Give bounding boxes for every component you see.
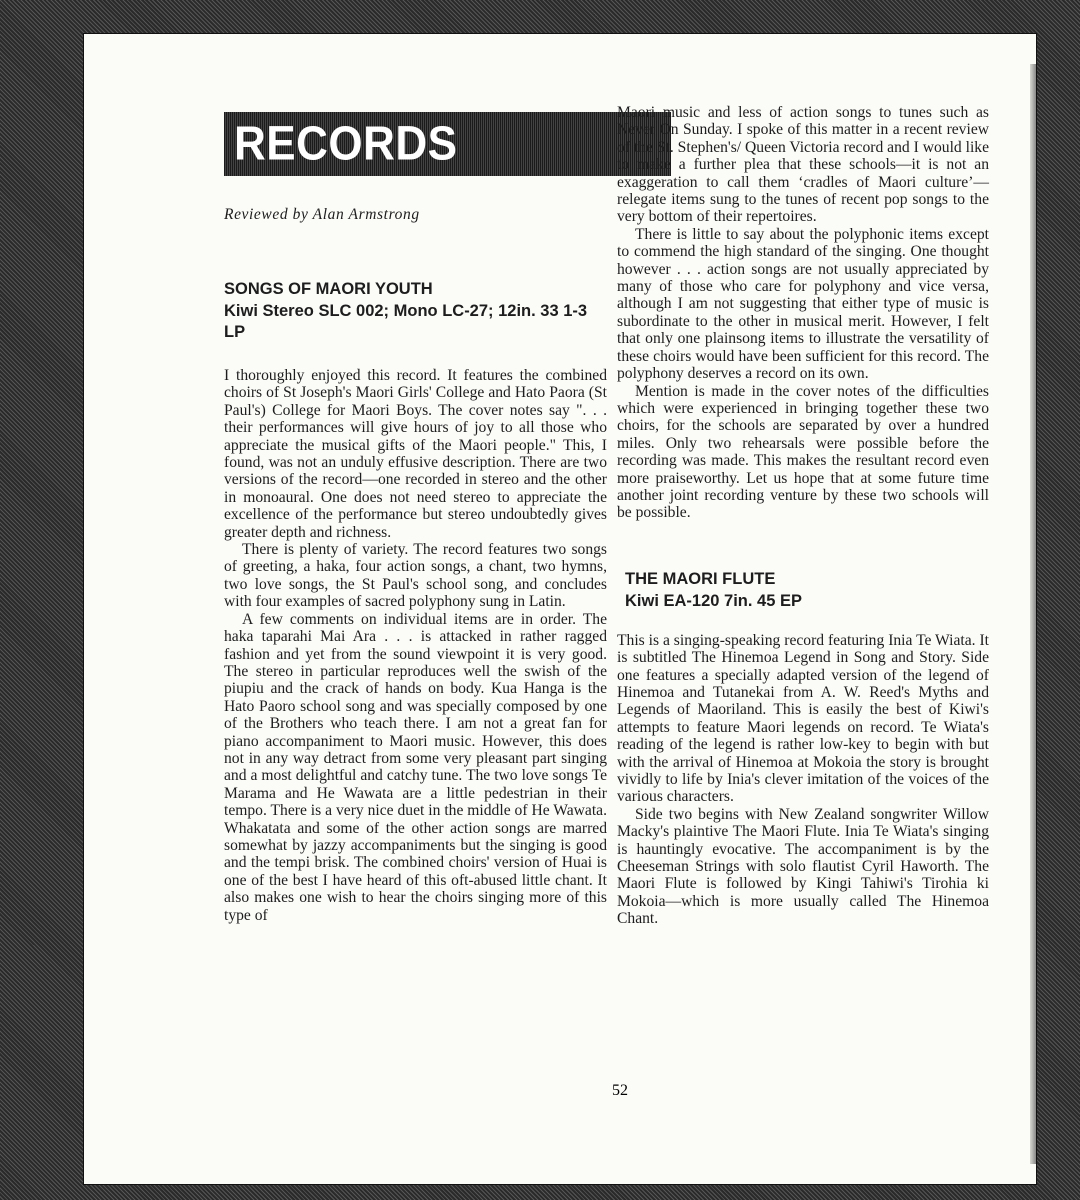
paragraph: There is little to say about the polyphonic items except to commend the high standard of the singing. One thought however . . . action songs are not usually appreciated by many of those who care for polyphony and vice versa, although I am not suggesting that either type of music is subordinate to the other in musical merit. However, I felt that only one plainsong items to illustrate the versatility of these choirs would have been sufficient for this record. The polyphony deserves a record on its own. [617,225,989,383]
page-number: 52 [612,1082,628,1099]
review-heading-the-maori-flute [625,570,989,612]
right-column [617,104,989,928]
paragraph: Side two begins with New Zealand songwriter Willow Macky's plaintive The Maori Flute. Inia Te Wiata's singing is hauntingly evocative. The accompaniment is by the Cheeseman Strings with solo flautist Cyril Haworth. The Maori Flute is followed by Kingi Tahiwi's Tirohia ki Mokoia—which is more usually called The Hinemoa Chant. [617,805,989,928]
section-title: RECORDS [234,116,458,171]
paragraph: A few comments on individual items are in order. The haka taparahi Mai Ara . . . is attacked in rather ragged fashion and yet from the sound viewpoint it is very good. The stereo in particular reproduces well the swish of the piupiu and the crack of hands on body. Kua Hanga is the Hato Paoro school song and was specially composed by one of the Brothers who teach there. I am not a great fan for piano accompaniment to Maori music. However, this does not in any way detract from some very pleasant part singing and a most delightful and catchy tune. The two love songs Te Marama and He Wawata are a little pedestrian in their tempo. There is a very nice duet in the middle of He Wawata. Whakatata and some of the other action songs are marred somewhat by jazzy accompaniments but the singing is good and the tempi brisk. The combined choirs' version of Huai is one of the best I have heard of this oft-abused little chant. It also makes one wish to hear the choirs singing more of this type of [224,610,607,924]
section-banner [224,112,671,176]
paragraph: Mention is made in the cover notes of the difficulties which were experienced in bringing together these two choirs, for the schools are separated by over a hundred miles. Only two rehearsals were possible before the recording was made. This makes the resultant record even more praiseworthy. Let us hope that at some future time another joint recording venture by these two schools will be possible. [617,382,989,522]
review-body-right [617,104,989,522]
review-body-flute [617,632,989,928]
left-column [142,112,607,924]
paragraph: This is a singing-speaking record featuring Inia Te Wiata. It is subtitled The Hinemoa Legend in Song and Story. Side one features a specially adapted version of the legend of Hinemoa and Tutanekai from A. W. Reed's Myths and Legends of Maoriland. This is easily the best of Kiwi's attempts to feature Maori legends on record. Te Wiata's reading of the legend is rather low-key to begin with but with the arrival of Hinemoa at Mokoia the story is brought vividly to life by Inia's clever imitation of the voices of the various characters. [617,631,989,806]
paragraph: There is plenty of variety. The record features two songs of greeting, a haka, four action songs, a chant, two hymns, two love songs, the St Paul's school song, and concludes with four examples of sacred polyphony sung in Latin. [224,541,607,611]
review-body-left [142,367,607,924]
reviewer-byline: Reviewed by Alan Armstrong [224,206,420,223]
paragraph: Maori music and less of action songs to tunes such as Never On Sunday. I spoke of this matter in a recent review of the St. Stephen's/ Queen Victoria record and I would like to make a further plea that these schools—it is not an exaggeration to call them ‘cradles of Maori culture’—relegate items sung to the tunes of recent pop songs to the very bottom of their repertoires. [617,104,989,226]
record-title: SONGS OF MAORI YOUTH [224,280,433,298]
record-title: THE MAORI FLUTE [625,569,776,588]
page-edge [1030,64,1036,1164]
record-catalog: Kiwi EA-120 7in. 45 EP [625,591,802,610]
record-catalog: Kiwi Stereo SLC 002; Mono LC-27; 12in. 33 1-3 LP [224,302,588,341]
paragraph: I thoroughly enjoyed this record. It features the combined choirs of St Joseph's Maori Girls' College and Hato Paora (St Paul's) College for Maori Boys. The cover notes say ". . . their performances will give hours of joy to all those who appreciate the musical gifts of the Maori people." This, I found, was not an unduly effusive description. There are two versions of the record—one recorded in stereo and the other in monoaural. One does not need stereo to appreciate the excellence of the performance but stereo undoubtedly gives greater depth and richness. [224,367,607,541]
review-heading-songs-of-maori-youth [224,280,607,343]
